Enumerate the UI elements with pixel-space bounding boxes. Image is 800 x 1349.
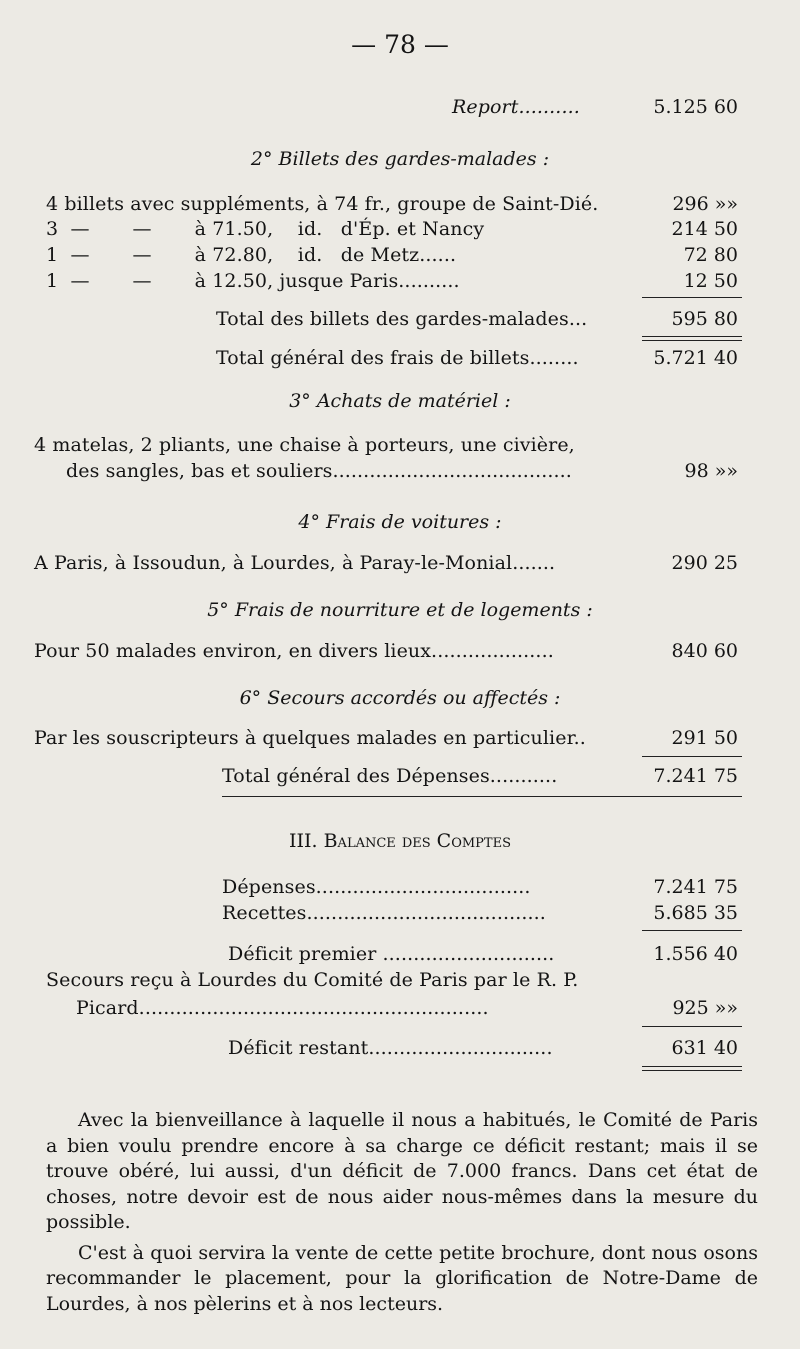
sum-rule	[642, 756, 742, 757]
nourriture-label: Pour 50 malades environ, en divers lieux....................	[34, 640, 554, 662]
billet-amount: 12 50	[683, 270, 738, 292]
sum-rule	[642, 930, 742, 931]
balance-row-depenses: Dépenses...................................	[222, 876, 531, 898]
sum-rule	[642, 1026, 742, 1027]
section-rule	[222, 796, 742, 797]
balance-amount-depenses: 7.241 75	[653, 876, 738, 898]
billet-amount: 72 80	[683, 244, 738, 266]
nourriture-amount: 840 60	[671, 640, 738, 662]
voitures-label: A Paris, à Issoudun, à Lourdes, à Paray-le-Monial.......	[34, 552, 556, 574]
deficit-premier-label: Déficit premier ............................	[228, 943, 555, 965]
balance-title	[0, 830, 800, 852]
billet-row: 1 — — à 12.50, jusque Paris..........	[46, 270, 460, 292]
grand-total-billets-label: Total général des frais de billets........	[216, 347, 579, 369]
closing-text	[46, 1108, 758, 1317]
section6-title: 6° Secours accordés ou affectés :	[239, 687, 561, 709]
report-amount: 5.125 60	[653, 96, 738, 118]
total-depenses-amount: 7.241 75	[653, 765, 738, 787]
billet-amount: 214 50	[671, 218, 738, 240]
materiel-line2: des sangles, bas et souliers.......................................	[66, 460, 572, 482]
sum-rule	[642, 1070, 742, 1071]
balance-row-recettes: Recettes.......................................	[222, 902, 546, 924]
sum-rule	[642, 297, 742, 298]
report-label: Report..........	[452, 96, 580, 118]
billet-row: 3 — — à 71.50, id. d'Ép. et Nancy	[46, 218, 485, 240]
deficit-restant-label: Déficit restant..............................	[228, 1037, 553, 1059]
grand-total-billets-amount: 5.721 40	[653, 347, 738, 369]
secours-amount: 291 50	[671, 727, 738, 749]
materiel-line1: 4 matelas, 2 pliants, une chaise à porteurs, une civière,	[34, 434, 575, 456]
secours-lourdes-line1: Secours reçu à Lourdes du Comité de Paris par le R. P.	[46, 969, 579, 991]
section5-title: 5° Frais de nourriture et de logements :	[207, 599, 593, 621]
paragraph: C'est à quoi servira la vente de cette petite brochure, dont nous osons recommander le placement, pour la glorification de Notre-Dame de Lourdes, à nos pèlerins et à nos lecteurs.	[46, 1241, 758, 1315]
section4-title: 4° Frais de voitures :	[298, 511, 502, 533]
page-number: — 78 —	[351, 30, 449, 59]
sum-rule	[642, 340, 742, 341]
balance-amount-recettes: 5.685 35	[653, 902, 738, 924]
secours-lourdes-amount: 925 »»	[672, 997, 738, 1019]
secours-label: Par les souscripteurs à quelques malades en particulier..	[34, 727, 586, 749]
total-depenses-label: Total général des Dépenses...........	[222, 765, 558, 787]
billet-amount: 296 »»	[672, 193, 738, 215]
deficit-restant-amount: 631 40	[671, 1037, 738, 1059]
paragraph: Avec la bienveillance à laquelle il nous a habitués, le Comité de Paris a bien voulu prendre encore à sa charge ce déficit restant; mais il se trouve obéré, lui aussi, d'un déficit de 7.000 francs. Dans cet état de choses, notre devoir est de nous aider nous-mêmes dans la mesure du possible.	[46, 1109, 758, 1233]
billet-row: 4 billets avec suppléments, à 74 fr., groupe de Saint-Dié.	[46, 193, 599, 215]
section2-total-label: Total des billets des gardes-malades...	[216, 308, 588, 330]
deficit-premier-amount: 1.556 40	[653, 943, 738, 965]
billet-row: 1 — — à 72.80, id. de Metz......	[46, 244, 457, 266]
materiel-amount: 98 »»	[684, 460, 738, 482]
section3-title: 3° Achats de matériel :	[289, 390, 511, 412]
sum-rule	[642, 1066, 742, 1067]
section2-title: 2° Billets des gardes-malades :	[250, 148, 550, 170]
section2-total-amount: 595 80	[671, 308, 738, 330]
secours-lourdes-line2: Picard.........................................................	[76, 997, 489, 1019]
voitures-amount: 290 25	[671, 552, 738, 574]
balance-title-text: Balance des Comptes	[323, 830, 511, 852]
balance-title-number: III.	[288, 830, 318, 852]
sum-rule	[642, 336, 742, 337]
